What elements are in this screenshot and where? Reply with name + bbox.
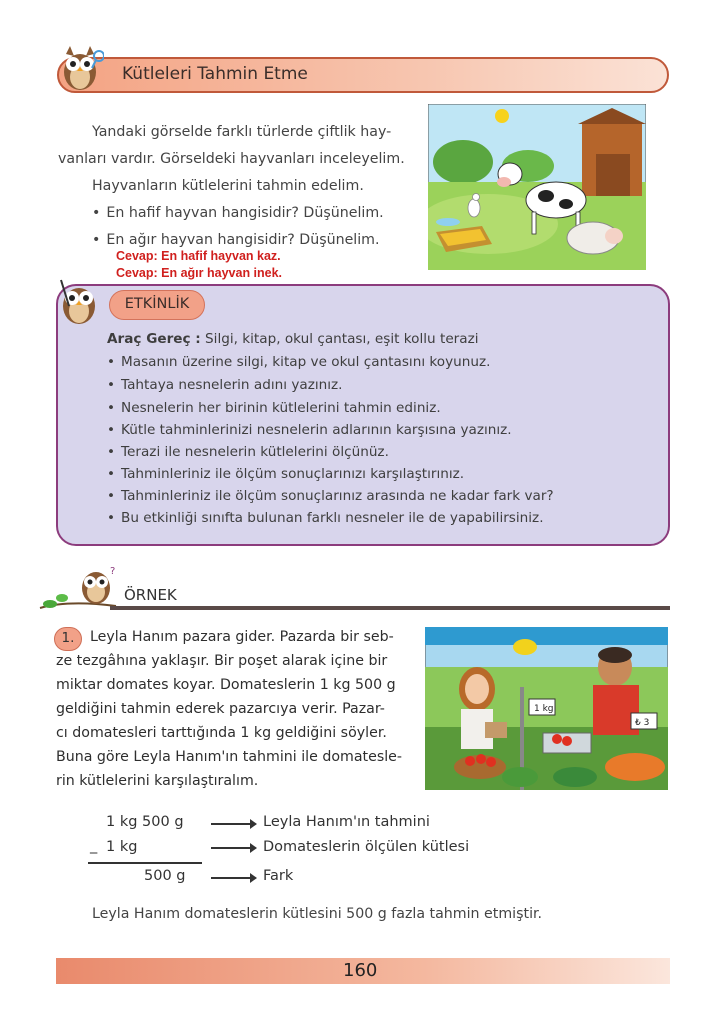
farm-animals-illustration	[428, 104, 646, 270]
example-line-2: ze tezgâhına yaklaşır. Bir poşet alarak içine bir	[56, 653, 388, 669]
svg-text:?: ?	[110, 566, 116, 577]
arrow-icon	[211, 877, 255, 879]
calc-difference-label: Fark	[263, 868, 294, 884]
calc-divider	[88, 862, 202, 864]
scale-label: 1 kg	[534, 704, 554, 714]
example-line-4: geldiğini tahmin ederek pazarcıya verir. Pazar-	[56, 701, 385, 717]
activity-step: • Bu etkinliği sınıfta bulunan farklı nesneler ile de yapabilirsiniz.	[107, 510, 544, 526]
example-line-7: rin kütlelerini karşılaştıralım.	[56, 773, 259, 789]
example-number-badge: 1.	[54, 627, 82, 651]
example-line-6: Buna göre Leyla Hanım'ın tahmini ile domatesle-	[56, 749, 402, 765]
activity-step: • Tahtaya nesnelerin adını yazınız.	[107, 377, 342, 393]
example-line-5: cı domatesleri tarttığında 1 kg geldiğini söyler.	[56, 725, 387, 741]
calc-estimate-label: Leyla Hanım'ın tahmini	[263, 814, 430, 830]
activity-step: • Masanın üzerine silgi, kitap ve okul çantasını koyunuz.	[107, 354, 490, 370]
materials-label: Araç Gereç :	[107, 331, 201, 347]
calc-minus-sign: _	[90, 838, 98, 854]
page-number: 160	[343, 960, 378, 981]
calc-difference-value: 500 g	[144, 868, 186, 884]
answer-heaviest: Cevap: En ağır hayvan inek.	[116, 266, 283, 280]
example-conclusion: Leyla Hanım domateslerin kütlesini 500 g fazla tahmin etmiştir.	[92, 906, 543, 922]
intro-line-3: Hayvanların kütlelerini tahmin edelim.	[92, 178, 364, 194]
answer-lightest: Cevap: En hafif hayvan kaz.	[116, 249, 281, 263]
page-title: Kütleleri Tahmin Etme	[122, 64, 308, 84]
example-line-3: miktar domates koyar. Domateslerin 1 kg 500 g	[56, 677, 396, 693]
materials-text: Silgi, kitap, okul çantası, eşit kollu terazi	[205, 331, 479, 347]
calc-estimate-value: 1 kg 500 g	[106, 814, 184, 830]
materials-row	[107, 331, 479, 347]
owl-magnifier-icon	[60, 42, 104, 92]
intro-line-2: vanları vardır. Görseldeki hayvanları inceleyelim.	[58, 151, 405, 167]
owl-teacher-icon	[57, 276, 101, 326]
arrow-icon	[211, 823, 255, 825]
owl-branch-icon	[38, 566, 118, 614]
question-lightest: • En hafif hayvan hangisidir? Düşünelim.	[92, 205, 384, 221]
calc-measured-value: 1 kg	[106, 839, 138, 855]
activity-step: • Nesnelerin her birinin kütlelerini tahmin ediniz.	[107, 400, 441, 416]
activity-step: • Terazi ile nesnelerin kütlelerini ölçünüz.	[107, 444, 389, 460]
example-heading: ÖRNEK	[124, 586, 177, 604]
activity-step: • Tahminleriniz ile ölçüm sonuçlarınız arasında ne kadar fark var?	[107, 488, 554, 504]
question-heaviest: • En ağır hayvan hangisidir? Düşünelim.	[92, 232, 380, 248]
activity-step: • Tahminleriniz ile ölçüm sonuçlarınızı karşılaştırınız.	[107, 466, 464, 482]
activity-tab: ETKİNLİK	[109, 290, 205, 320]
intro-line-1: Yandaki görselde farklı türlerde çiftlik hay-	[92, 124, 392, 140]
arrow-icon	[211, 847, 255, 849]
activity-step: • Kütle tahminlerinizi nesnelerin adlarının karşısına yazınız.	[107, 422, 512, 438]
example-line-1: Leyla Hanım pazara gider. Pazarda bir seb-	[90, 629, 394, 645]
price-tag: ₺ 3	[635, 718, 650, 728]
market-stall-illustration	[425, 627, 668, 790]
calc-measured-label: Domateslerin ölçülen kütlesi	[263, 839, 470, 855]
example-divider	[110, 606, 670, 610]
